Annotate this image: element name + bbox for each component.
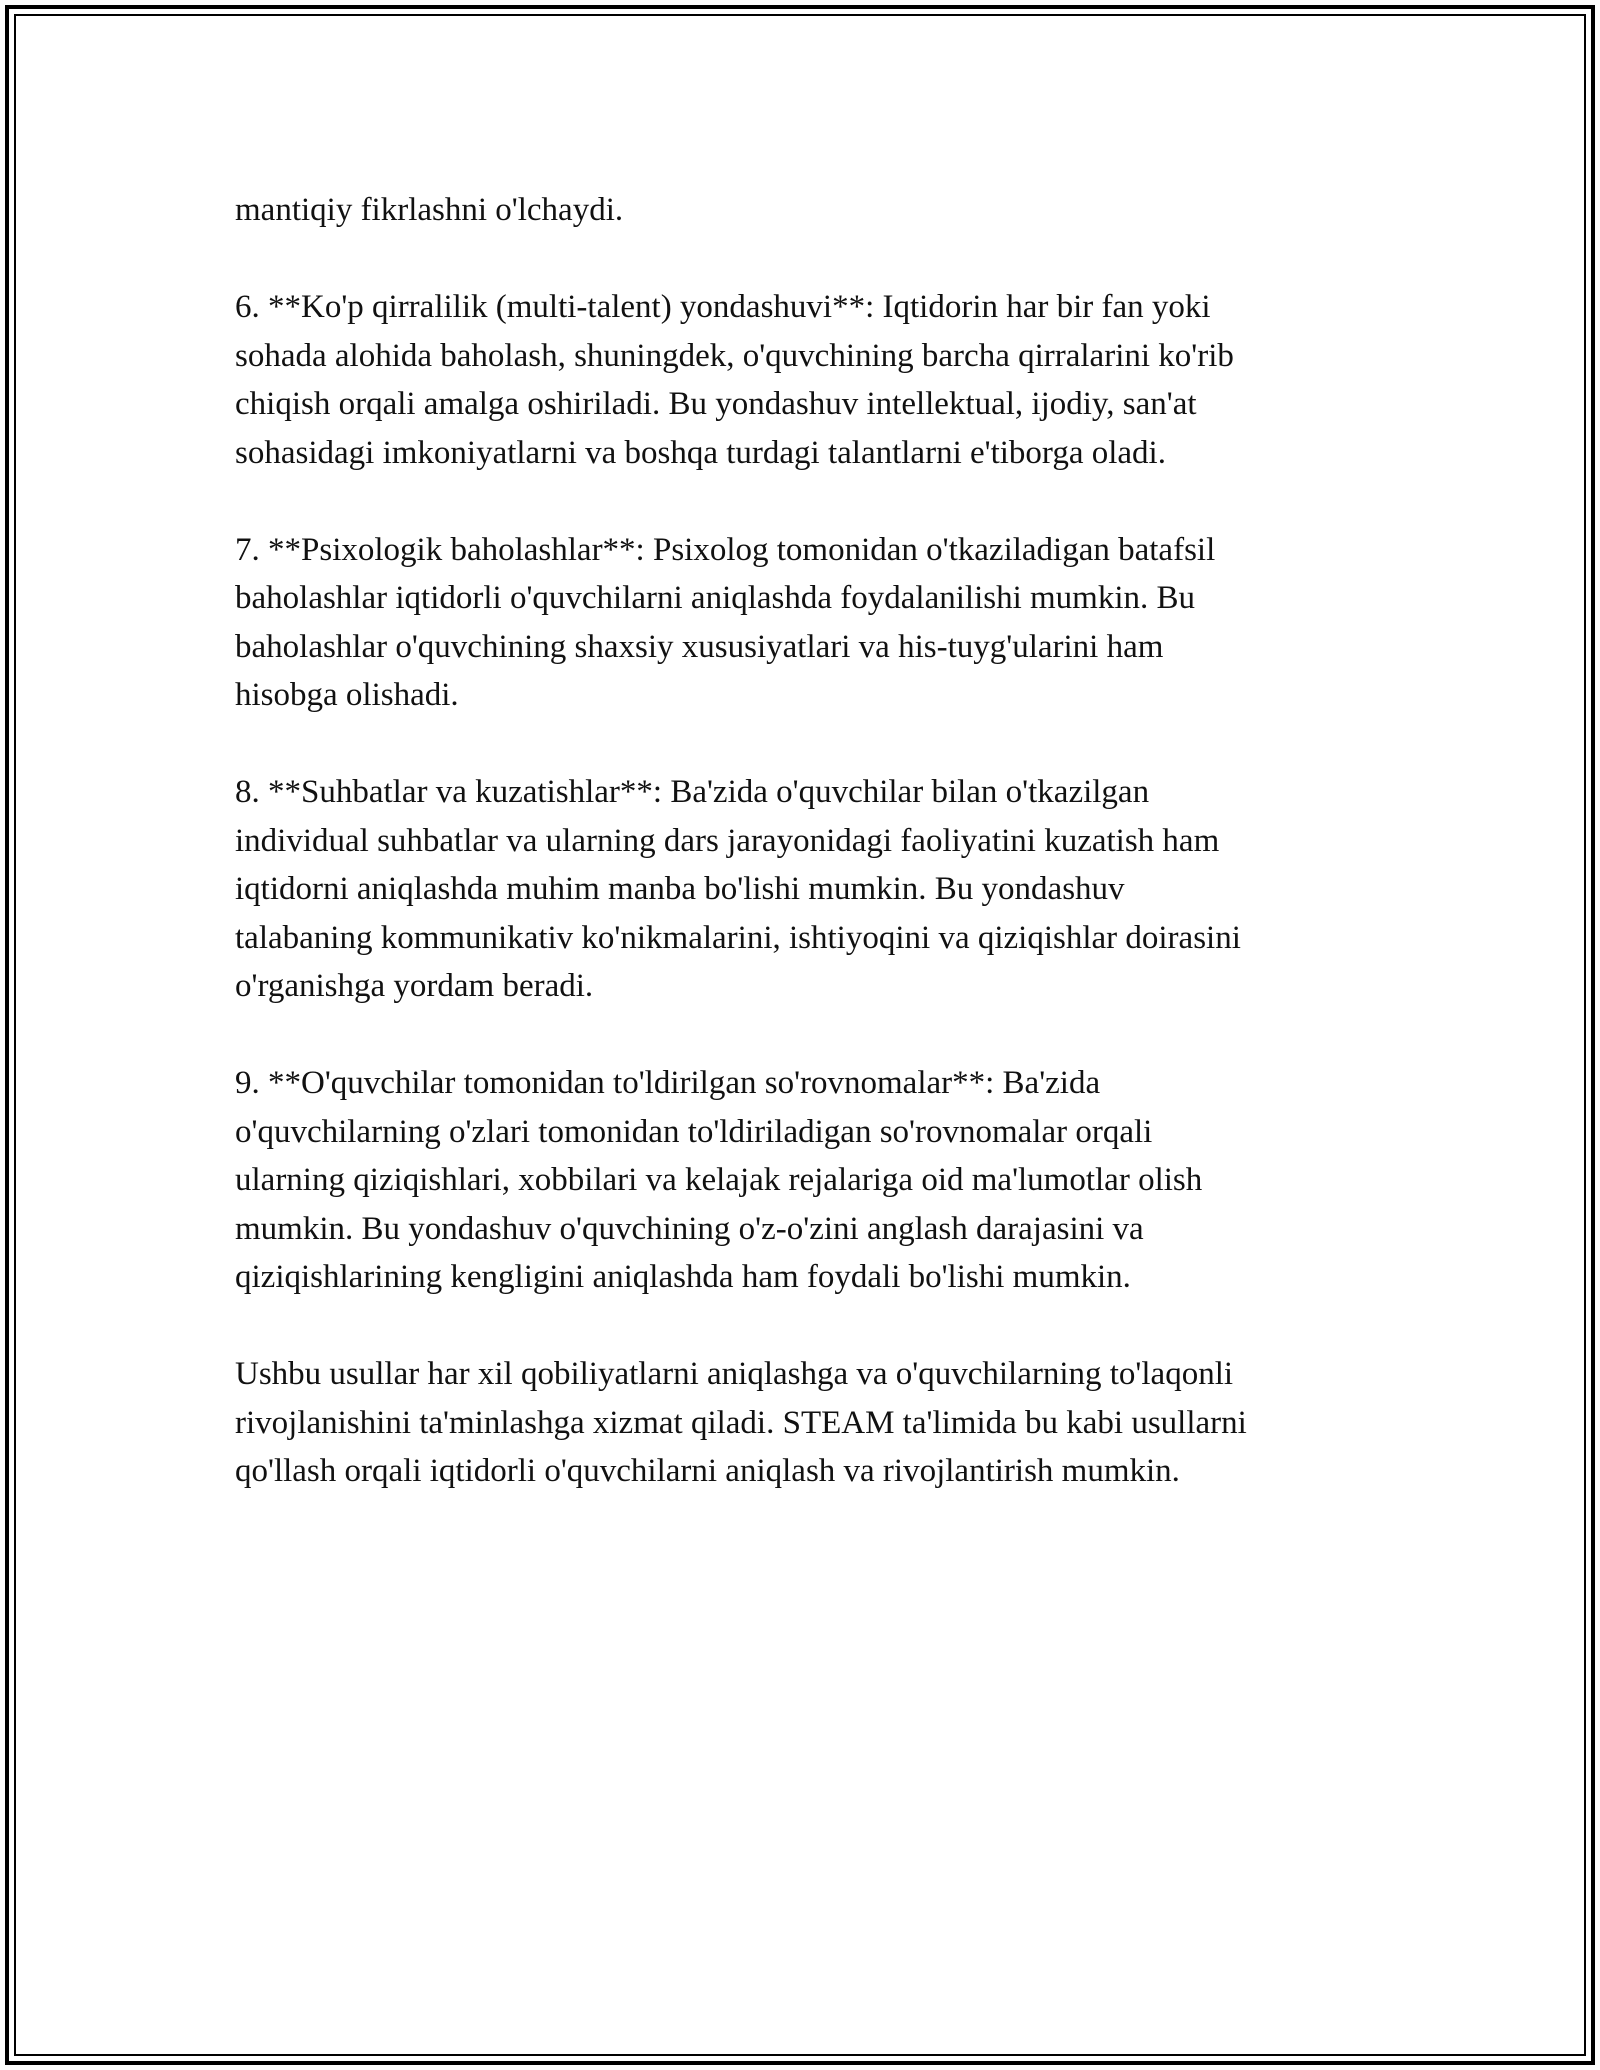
paragraph-item-7: 7. **Psixologik baholashlar**: Psixolog tomonidan o'tkaziladigan batafsil baholashlar iqtidorli o'quvchilarni aniqlashda foydalanilishi mumkin. Bu baholashlar o'quvchining shaxsiy xususiyatlari va his-tuyg'ularini ham hisobga olishadi. [235,531,1216,713]
paragraph-item-6: 6. **Ko'p qirralilik (multi-talent) yondashuvi**: Iqtidorin har bir fan yoki sohada alohida baholash, shuningdek, o'quvchining barcha qirralarini ko'rib chiqish orqali amalga oshiriladi. Bu yondashuv intellektual, ijodiy, san'at sohasidagi imkoniyatlarni va boshqa turdagi talantlarni e'tiborga oladi. [235,289,1234,471]
paragraph-continuation: mantiqiy fikrlashni o'lchaydi. [235,192,624,228]
paragraph-item-9: 9. **O'quvchilar tomonidan to'ldirilgan so'rovnomalar**: Ba'zida o'quvchilarning o'zlari tomonidan to'ldiriladigan so'rovnomalar orqali ularning qiziqishlari, xobbilari va kelajak rejalariga oid ma'lumotlar olish mumkin. Bu yondashuv o'quvchining o'z-o'zini anglash darajasini va qiziqishlarining kengligini aniqlashda ham foydali bo'lishi mumkin. [235,1065,1203,1295]
paragraph-item-8: 8. **Suhbatlar va kuzatishlar**: Ba'zida o'quvchilar bilan o'tkazilgan individual suhbatlar va ularning dars jarayonidagi faoliyatini kuzatish ham iqtidorni aniqlashda muhim manba bo'lishi mumkin. Bu yondashuv talabaning kommunikativ ko'nikmalarini, ishtiyoqini va qiziqishlar doirasini o'rganishga yordam beradi. [235,774,1241,1004]
paragraph-conclusion: Ushbu usullar har xil qobiliyatlarni aniqlashga va o'quvchilarning to'laqonli rivojlanishini ta'minlashga xizmat qiladi. STEAM ta'limida bu kabi usullarni qo'llash orqali iqtidorli o'quvchilarni aniqlash va rivojlantirish mumkin. [235,1356,1247,1489]
document-body [235,186,1365,1544]
